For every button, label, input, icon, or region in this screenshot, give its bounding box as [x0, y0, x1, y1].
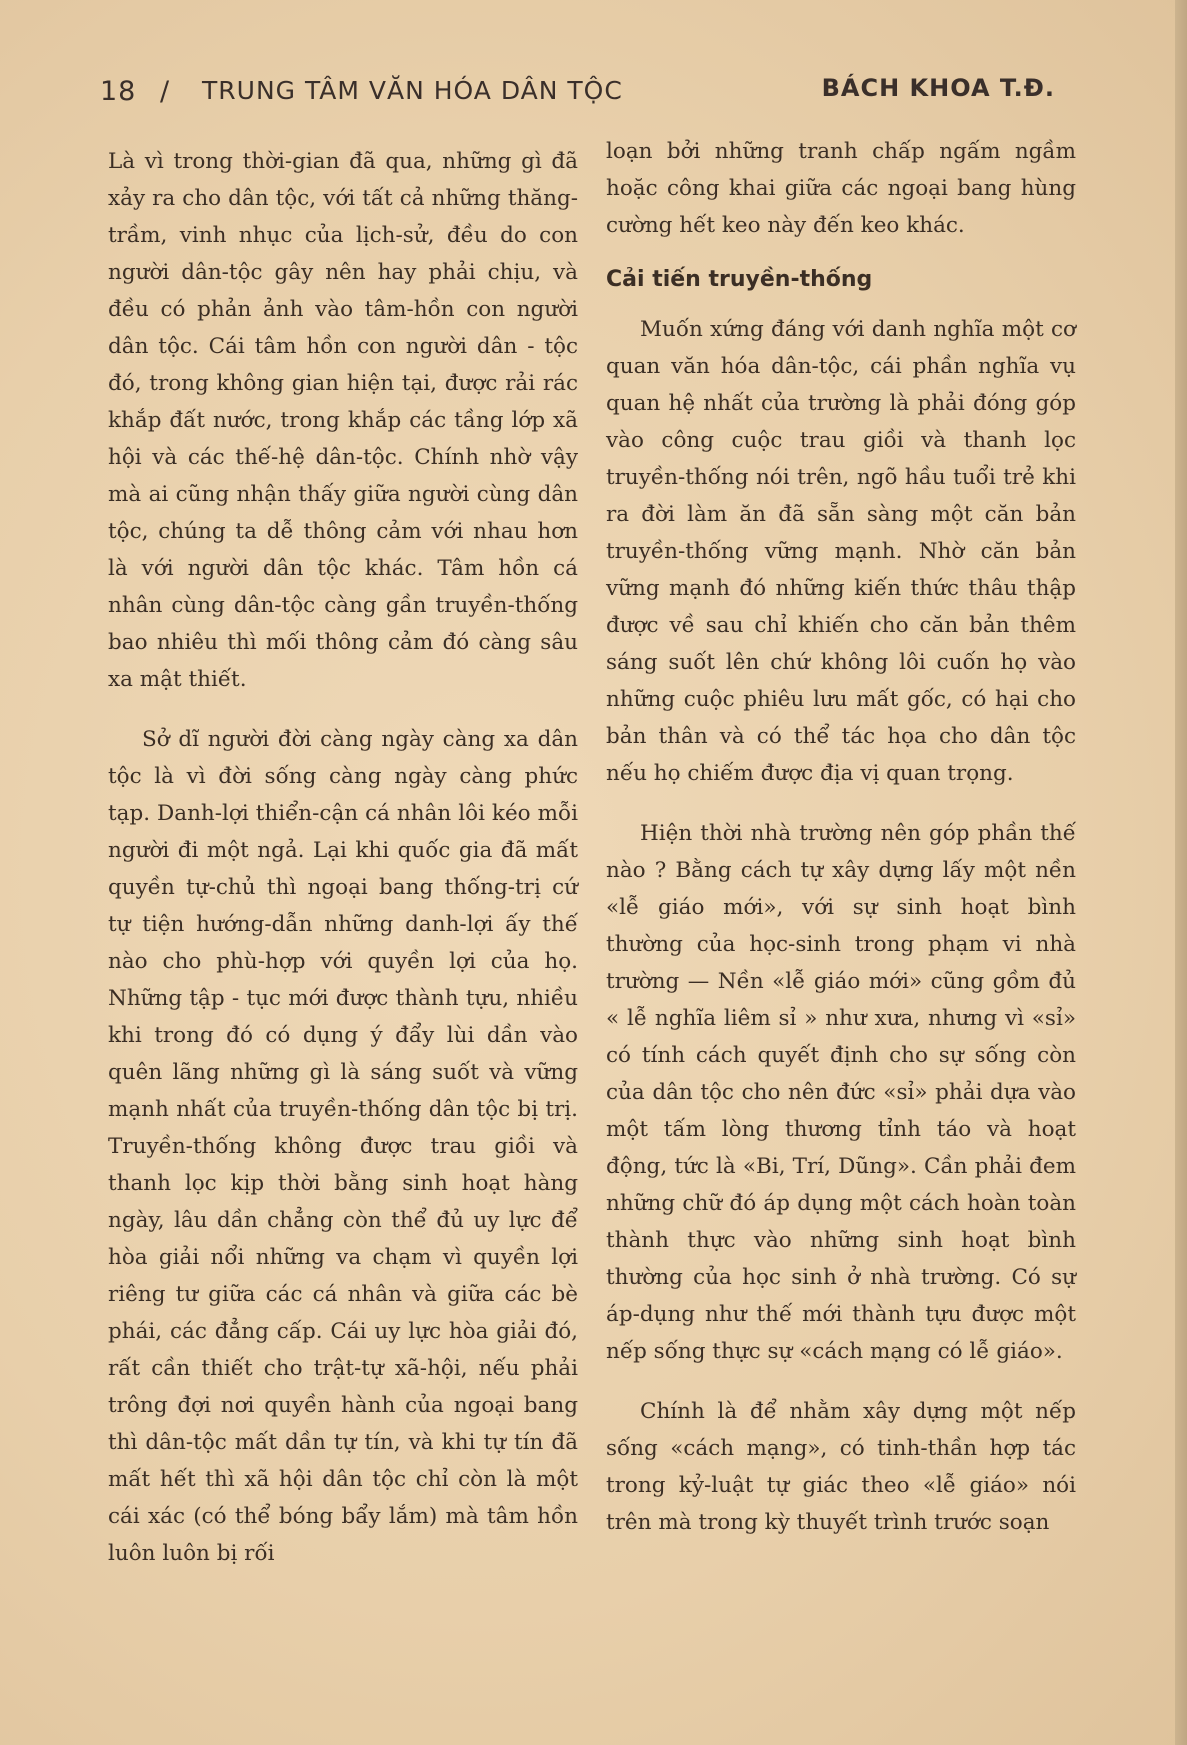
journal-title: BÁCH KHOA T.Đ.: [821, 74, 1055, 102]
paragraph: Là vì trong thời-gian đã qua, những gì đã xảy ra cho dân tộc, với tất cả những thăng-trầm, vinh nhục của lịch-sử, đều do con người dân-tộc gây nên hay phải chịu, và đều có phản ảnh vào tâm-hồn con người dân tộc. Cái tâm hồn con người dân - tộc đó, trong không gian hiện tại, được rải rác khắp đất nước, trong khắp các tầng lớp xã hội và các thế-hệ dân-tộc. Chính nhờ vậy mà ai cũng nhận thấy giữa người cùng dân tộc, chúng ta dễ thông cảm với nhau hơn là với người dân tộc khác. Tâm hồn cá nhân cùng dân-tộc càng gần truyền-thống bao nhiêu thì mối thông cảm đó càng sâu xa mật thiết.: [108, 149, 578, 692]
scan-edge: [1175, 0, 1187, 1745]
header-separator: /: [160, 76, 170, 107]
page-header: [100, 72, 1075, 112]
paragraph: Chính là để nhằm xây dựng một nếp sống «cách mạng», có tinh-thần hợp tác trong kỷ-luật tự giác theo «lễ giáo» nói trên mà trong kỳ thuyết trình trước soạn: [606, 1399, 1076, 1535]
paragraph: Muốn xứng đáng với danh nghĩa một cơ quan văn hóa dân-tộc, cái phần nghĩa vụ quan hệ nhất của trường là phải đóng góp vào công cuộc trau giồi và thanh lọc truyền-thống nói trên, ngõ hầu tuổi trẻ khi ra đời làm ăn đã sẵn sàng một căn bản truyền-thống vững mạnh. Nhờ căn bản vững mạnh đó những kiến thức thâu thập được về sau chỉ khiến cho căn bản thêm sáng suốt lên chứ không lôi cuốn họ vào những cuộc phiêu lưu mất gốc, có hại cho bản thân và có thể tác họa cho dân tộc nếu họ chiếm được địa vị quan trọng.: [606, 317, 1076, 786]
paragraph: Sở dĩ người đời càng ngày càng xa dân tộc là vì đời sống càng ngày càng phức tạp. Danh-lợi thiển-cận cá nhân lôi kéo mỗi người đi một ngả. Lại khi quốc gia đã mất quyền tự-chủ thì ngoại bang thống-trị cứ tự tiện hướng-dẫn những danh-lợi ấy thế nào cho phù-hợp với quyền lợi của họ. Những tập - tục mới được thành tựu, nhiều khi trong đó có dụng ý đẩy lùi dần vào quên lãng những gì là sáng suốt và vững mạnh nhất của truyền-thống dân tộc bị trị. Truyền-thống không được trau giồi và thanh lọc kịp thời bằng sinh hoạt hàng ngày, lâu dần chẳng còn thể đủ uy lực để hòa giải nổi những va chạm vì quyền lợi riêng tư giữa các cá nhân và giữa các bè phái, các đẳng cấp. Cái uy lực hòa giải đó, rất cần thiết cho trật-tự xã-hội, nếu phải trông đợi nơi quyền hành của ngoại bang thì dân-tộc mất dần tự tín, và khi tự tín đã mất hết thì xã hội dân tộc chỉ còn là một cái xác (có thể bóng bẩy lắm) mà tâm hồn luôn luôn bị rối: [108, 727, 578, 1566]
section-title: TRUNG TÂM VĂN HÓA DÂN TỘC: [202, 76, 623, 105]
right-column: [606, 133, 1076, 1541]
paragraph: Hiện thời nhà trường nên góp phần thế nào ? Bằng cách tự xây dựng lấy một nền «lễ giáo mới», với sự sinh hoạt bình thường của học-sinh trong phạm vi nhà trường — Nền «lễ giáo mới» cũng gồm đủ « lễ nghĩa liêm sỉ » như xưa, nhưng vì «sỉ» có tính cách quyết định cho sự sống còn của dân tộc cho nên đức «sỉ» phải dựa vào một tấm lòng thương tỉnh táo và hoạt động, tức là «Bi, Trí, Dũng». Cần phải đem những chữ đó áp dụng một cách hoàn toàn thành thực vào những sinh hoạt bình thường của học sinh ở nhà trường. Có sự áp-dụng như thế mới thành tựu được một nếp sống thực sự «cách mạng có lễ giáo».: [606, 821, 1076, 1364]
page-number: 18: [100, 76, 137, 107]
left-column: [108, 143, 578, 1572]
subheading: Cải tiến truyền-thống: [606, 267, 873, 292]
paragraph: loạn bởi những tranh chấp ngấm ngầm hoặc công khai giữa các ngoại bang hùng cường hết keo này đến keo khác.: [606, 139, 1076, 238]
